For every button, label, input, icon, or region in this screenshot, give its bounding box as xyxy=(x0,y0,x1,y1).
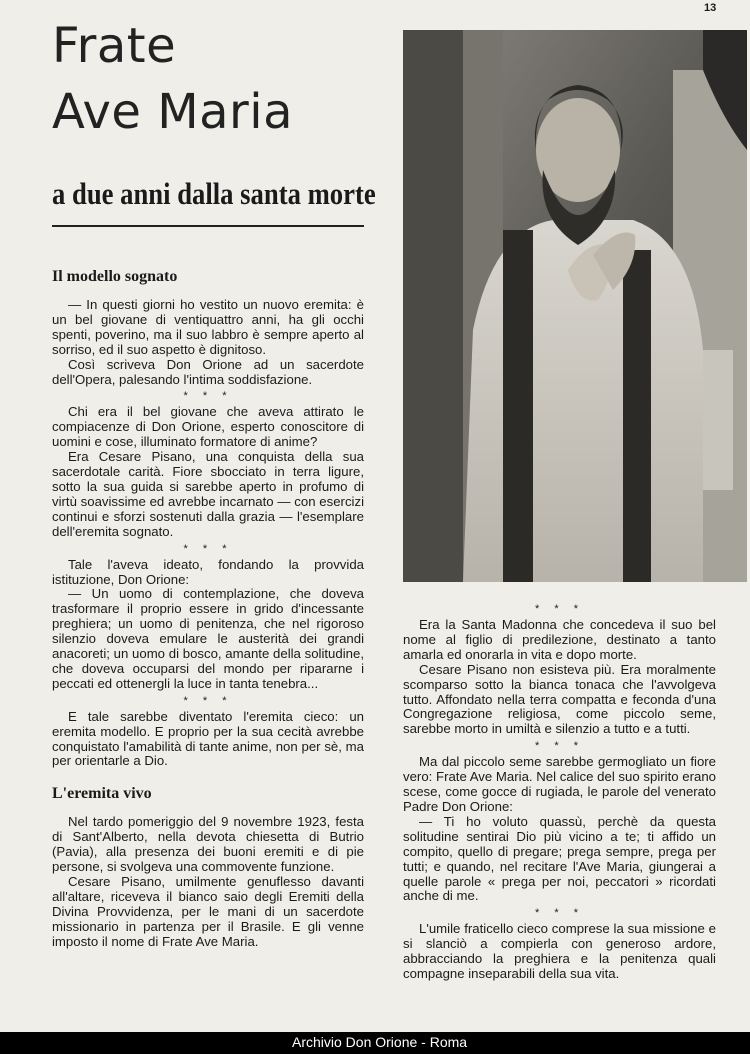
paragraph: Nel tardo pomeriggio del 9 novembre 1923, festa di Sant'Alberto, nella devota chiesetta di Butrio (Pavia), alla presenza dei buoni eremiti e di pie persone, si svolgeva una commovente funzione. xyxy=(52,814,364,875)
paragraph: Chi era il bel giovane che aveva attirato le compiacenze di Don Orione, esperto conoscitore di uomini e cose, illuminato formatore di anime? xyxy=(52,404,364,450)
paragraph: E tale sarebbe diventato l'eremita cieco: un eremita modello. E proprio per la sua cecità avrebbe conquistato l'amabilità di tante anime, non per sè, ma per orientarle a Dio. xyxy=(52,708,364,769)
archive-footer xyxy=(0,1032,750,1054)
title-line-1: Frate xyxy=(52,18,177,74)
paragraph: Era Cesare Pisano, una conquista della sua sacerdotale carità. Fiore sbocciato in terra ligure, sotto la sua guida si sarebbe aperto in profumo di virtù soavissime ed avrebbe incarnato — con esercizi continui e sforzi sostenuti dalla grazia — l'esemplare dell'eremita sognato. xyxy=(52,449,364,539)
paragraph: — In questi giorni ho vestito un nuovo eremita: è un bel giovane di ventiquattro anni, ha gli occhi spenti, poverino, ma il suo labbro è sempre aperto al sorriso, ed il suo aspetto è dignitoso. xyxy=(52,297,364,357)
left-column xyxy=(52,268,364,950)
section-separator: * * * xyxy=(535,603,584,615)
paragraph: Tale l'aveva ideato, fondando la provvida istituzione, Don Orione: xyxy=(52,556,364,587)
section-separator: * * * xyxy=(183,542,233,555)
page-number: 13 xyxy=(704,2,717,14)
paragraph: — Ti ho voluto quassù, perchè da questa solitudine sentirai Dio più vicino a te; ti affido un compito, quello di pregare; prega sempre, prega per tutti; e quando, nel recitare l'Ave Maria, giungerai a quelle parole « prega per noi, peccatori » ricordati anche di me. xyxy=(403,813,716,904)
section-separator: * * * xyxy=(183,694,233,707)
right-column xyxy=(403,600,716,982)
hermit-photo-illustration xyxy=(403,30,747,582)
section-heading-eremita-vivo: L'eremita vivo xyxy=(52,785,152,803)
hermit-photo xyxy=(403,30,747,582)
title-divider xyxy=(52,225,364,227)
paragraph: Ma dal piccolo seme sarebbe germogliato un fiore vero: Frate Ave Maria. Nel calice del suo spirito erano scese, come gocce di rugiada, le parole del venerato Padre Don Orione: xyxy=(403,754,716,814)
paragraph: — Un uomo di contemplazione, che doveva trasformare il proprio essere in grido d'incessante preghiera; un uomo di penitenza, che nel rigoroso silenzio doveva emulare le austerità dei grandi anacoreti; un uomo di bosco, amante della solitudine, che doveva occuparsi del mondo per ripararne i peccati ed ottenergli la luce in tanta tenebra... xyxy=(52,586,364,691)
section-heading-modello: Il modello sognato xyxy=(52,268,178,285)
footer-text: Archivio Don Orione - Roma xyxy=(292,1034,468,1050)
title-line-2: Ave Maria xyxy=(52,84,294,140)
paragraph: Era la Santa Madonna che concedeva il suo bel nome al figlio di predilezione, destinato a tanto amarla ed onorarla in vita e dopo morte. xyxy=(403,617,716,662)
section-separator: * * * xyxy=(535,740,584,753)
paragraph: Così scriveva Don Orione ad un sacerdote dell'Opera, palesando l'intima soddisfazione. xyxy=(52,356,364,387)
paragraph: L'umile fraticello cieco comprese la sua missione e si slanciò a compierla con generoso ardore, abbracciando la preghiera e la penitenza quali compagne inseparabili della sua vita. xyxy=(403,921,716,982)
paragraph: Cesare Pisano, umilmente genuflesso davanti all'altare, riceveva il bianco saio degli Eremiti della Divina Provvidenza, per le mani di un sacerdote missionario in partenza per il Brasile. E gli venne imposto il nome di Frate Ave Maria. xyxy=(52,874,364,949)
section-separator: * * * xyxy=(183,390,233,403)
article-subtitle: a due anni dalla santa morte xyxy=(52,176,376,211)
paragraph: Cesare Pisano non esisteva più. Era moralmente scomparso sotto la bianca tonaca che l'avvolgeva tutto. Affondato nella terra compatta e feconda d'una Congregazione religiosa, come piccolo seme, sarebbe morto in umiltà e silenzio a tutto e a tutti. xyxy=(403,661,716,737)
section-separator: * * * xyxy=(535,907,584,920)
article-title xyxy=(52,18,382,140)
